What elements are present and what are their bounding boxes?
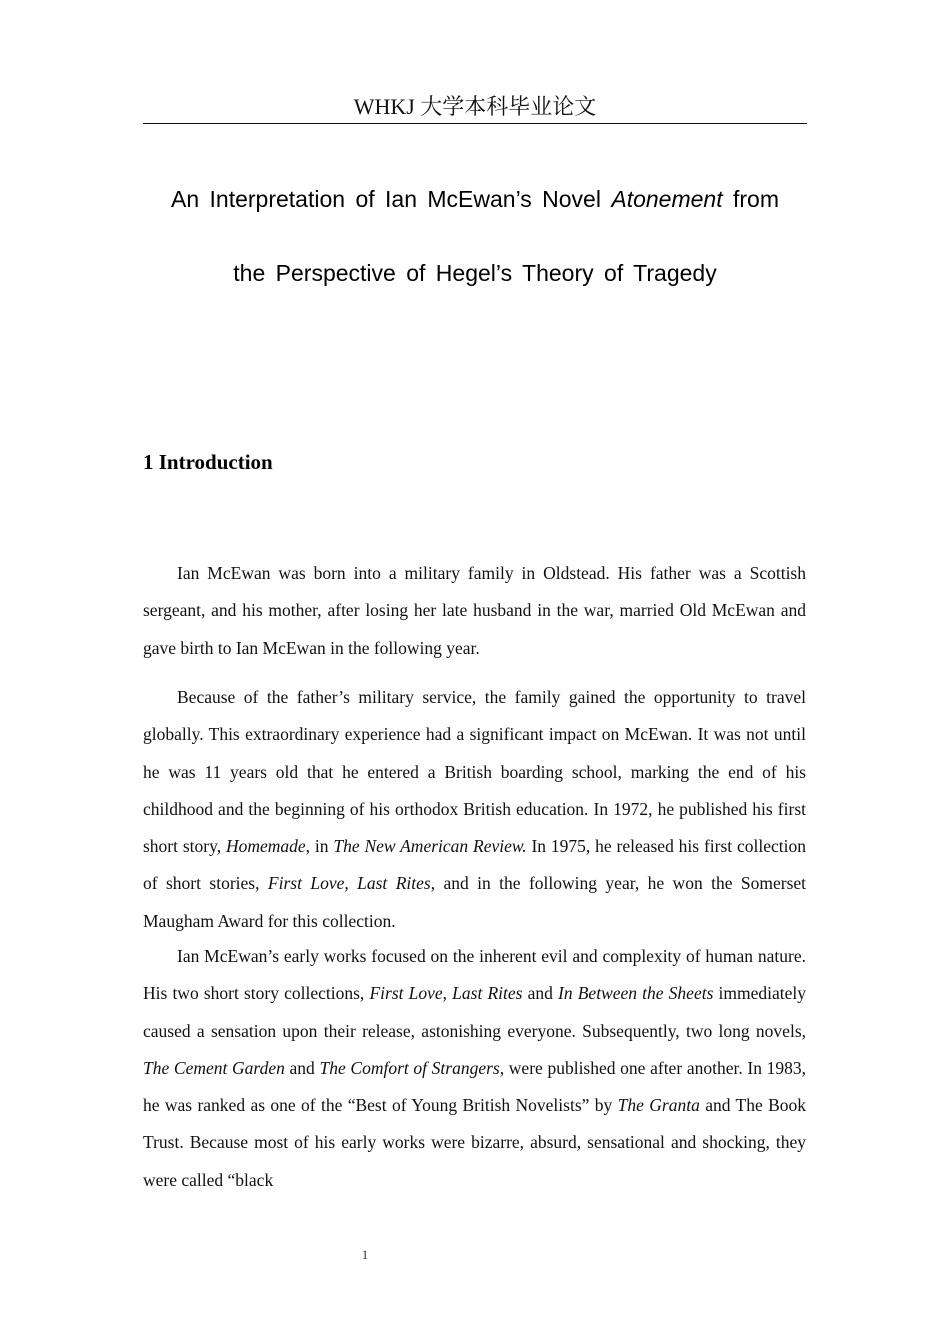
italic-title: Homemade <box>225 836 306 857</box>
text-run: Because of the father’s military service, the family gained the opportunity to travel globally. This extraordinary experience had a significant impact on McEwan. It was not until he was 11 years old that he entered a British boarding school, marking the end of his childhood and the beginning of his orthodox British education. In 1972, he published his first short story, <box>143 687 806 857</box>
body-paragraph-3 <box>143 938 806 1199</box>
page-number: 1 <box>361 1247 369 1262</box>
text-run: and <box>527 983 553 1004</box>
italic-title: First Love, Last Rites <box>267 873 431 894</box>
title-text: An Interpretation of Ian McEwan’s Novel <box>171 186 601 212</box>
text-run: , in <box>305 836 329 857</box>
text-run: , and in the following year, he won the Somerset Maugham Award for this collection. <box>143 873 807 931</box>
text-run: , <box>442 983 448 1004</box>
paragraph-text: Ian McEwan was born into a military family in Oldstead. His father was a Scottish sergeant, and his mother, after losing her late husband in the war, married Old McEwan and gave birth to Ian McEwan in the following year. <box>143 563 806 658</box>
document-title-line-2: the Perspective of Hegel’s Theory of Tragedy <box>233 260 717 286</box>
text-run: In 1975, he released his first collection of short stories, <box>143 836 806 894</box>
text-run: , were published one after another. In 1983, he was ranked as one of the “Best of Young British Novelists” by <box>143 1057 806 1116</box>
body-paragraph-2 <box>143 679 806 940</box>
body-paragraph-1 <box>143 555 806 667</box>
header-divider <box>143 123 807 124</box>
text-run: and The Book Trust. Because most of his early works were bizarre, absurd, sensational and shocking, they were called “black <box>143 1095 807 1190</box>
page-header: WHKJ 大学本科毕业论文 <box>353 94 597 119</box>
italic-title: First Love <box>369 983 443 1004</box>
text-run: Ian McEwan’s early works focused on the inherent evil and complexity of human nature. His two short story collections, <box>143 946 806 1004</box>
title-text: from <box>733 186 779 212</box>
italic-title: Last Rites <box>452 983 523 1004</box>
italic-title: In Between the Sheets <box>558 983 714 1004</box>
title-novel-name: Atonement <box>611 186 723 212</box>
paragraph-text <box>143 938 806 1199</box>
text-run: and <box>289 1057 315 1078</box>
italic-title: The Comfort of Strangers <box>319 1057 500 1078</box>
section-heading: 1 Introduction <box>143 450 273 474</box>
italic-title: The Cement Garden <box>143 1057 285 1078</box>
italic-title: The New American Review. <box>333 836 527 857</box>
document-title-line-1 <box>120 186 830 213</box>
paragraph-text <box>143 679 806 940</box>
italic-title: The Granta <box>617 1095 700 1116</box>
text-run: immediately caused a sensation upon their release, astonishing everyone. Subsequently, two long novels, <box>143 983 807 1041</box>
